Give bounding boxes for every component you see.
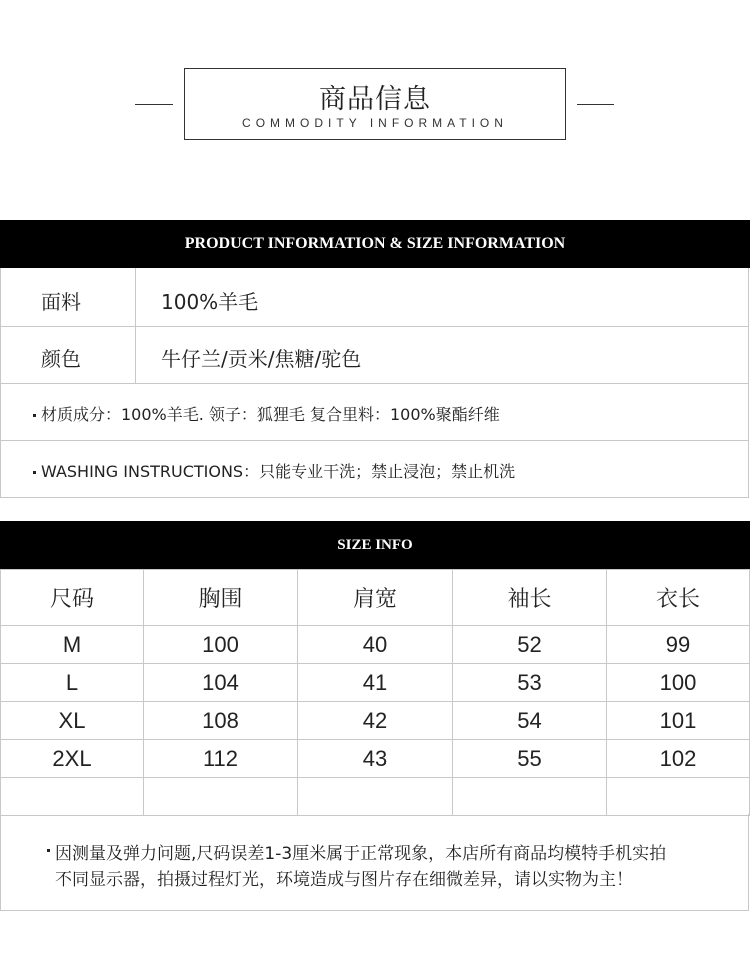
bullet-icon bbox=[33, 414, 36, 417]
info-value: 牛仔兰/贡米/焦糖/驼色 bbox=[161, 347, 362, 371]
size-info-banner: SIZE INFO bbox=[0, 521, 750, 569]
disclaimer-line-1: 因测量及弹力问题,尺码误差1-3厘米属于正常现象，本店所有商品均模特手机实拍 bbox=[55, 844, 667, 864]
info-row-washing-note bbox=[0, 441, 749, 498]
header-cell: 肩宽 bbox=[298, 570, 453, 626]
disclaimer-line-2: 不同显示器，拍摄过程灯光，环境造成与图片存在细微差异，请以实物为主！ bbox=[55, 870, 633, 890]
info-row-color bbox=[0, 327, 749, 384]
page-title: 商品信息 bbox=[319, 84, 431, 115]
table-cell: 102 bbox=[607, 740, 750, 778]
table-cell: 108 bbox=[144, 702, 298, 740]
table-row bbox=[1, 626, 750, 664]
size-table-header bbox=[1, 570, 750, 626]
table-cell: 53 bbox=[453, 664, 607, 702]
empty-cell bbox=[1, 778, 144, 816]
empty-cell bbox=[607, 778, 750, 816]
size-table bbox=[0, 569, 750, 816]
header-box bbox=[184, 68, 566, 140]
info-row-material-note bbox=[0, 384, 749, 441]
empty-table-row bbox=[1, 778, 750, 816]
table-cell: 2XL bbox=[1, 740, 144, 778]
bullet-icon bbox=[33, 471, 36, 474]
header-cell: 衣长 bbox=[607, 570, 750, 626]
table-cell: 40 bbox=[298, 626, 453, 664]
header-cell: 尺码 bbox=[1, 570, 144, 626]
washing-note-text: WASHING INSTRUCTIONS：只能专业干洗；禁止浸泡；禁止机洗 bbox=[41, 462, 516, 481]
info-value: 100%羊毛 bbox=[161, 290, 259, 314]
table-cell: 55 bbox=[453, 740, 607, 778]
table-row bbox=[1, 664, 750, 702]
product-info-banner: PRODUCT INFORMATION & SIZE INFORMATION bbox=[0, 220, 750, 268]
table-row bbox=[1, 740, 750, 778]
table-cell: 42 bbox=[298, 702, 453, 740]
empty-cell bbox=[144, 778, 298, 816]
bullet-icon bbox=[47, 849, 50, 852]
table-cell: M bbox=[1, 626, 144, 664]
material-note bbox=[33, 402, 500, 425]
empty-cell bbox=[453, 778, 607, 816]
table-cell: 101 bbox=[607, 702, 750, 740]
material-note-text: 材质成分：100%羊毛. 领子：狐狸毛 复合里料：100%聚酯纤维 bbox=[41, 405, 500, 424]
washing-note bbox=[33, 459, 515, 482]
table-cell: 54 bbox=[453, 702, 607, 740]
table-cell: 43 bbox=[298, 740, 453, 778]
table-cell: 112 bbox=[144, 740, 298, 778]
header-cell: 胸围 bbox=[144, 570, 298, 626]
info-label: 颜色 bbox=[41, 347, 81, 371]
table-cell: XL bbox=[1, 702, 144, 740]
empty-cell bbox=[298, 778, 453, 816]
table-cell: 99 bbox=[607, 626, 750, 664]
disclaimer-box bbox=[0, 814, 749, 911]
table-cell: 100 bbox=[607, 664, 750, 702]
info-divider bbox=[135, 327, 136, 383]
info-label: 面料 bbox=[41, 290, 81, 314]
table-row bbox=[1, 702, 750, 740]
header-right-rule bbox=[577, 104, 614, 105]
page-subtitle: COMMODITY INFORMATION bbox=[242, 116, 508, 130]
table-cell: 41 bbox=[298, 664, 453, 702]
table-cell: 104 bbox=[144, 664, 298, 702]
info-divider bbox=[135, 268, 136, 326]
header-cell: 袖长 bbox=[453, 570, 607, 626]
header-left-rule bbox=[135, 104, 173, 105]
table-cell: L bbox=[1, 664, 144, 702]
info-row-fabric bbox=[0, 268, 749, 327]
table-cell: 100 bbox=[144, 626, 298, 664]
table-cell: 52 bbox=[453, 626, 607, 664]
